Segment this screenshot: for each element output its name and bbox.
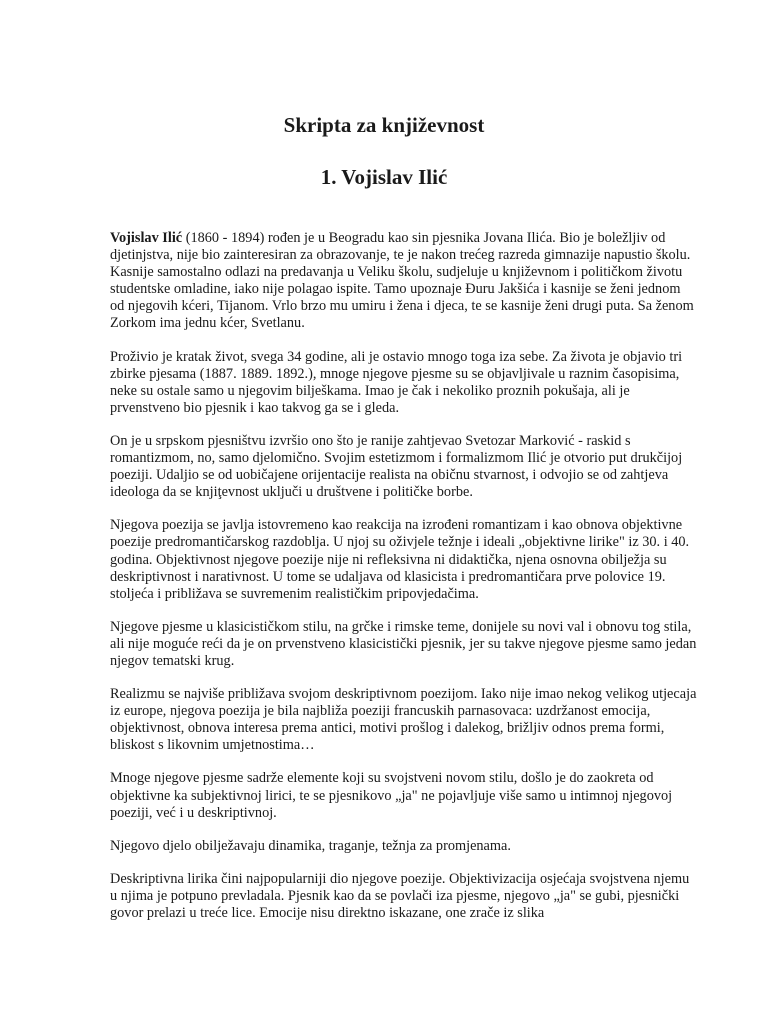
paragraph-realism: Realizmu se najviše približava svojom deskriptivnom poezijom. Iako nije imao nekog velikog utjecaja iz europe, njegova poezija je bila najbliža poeziji francuskih parnasovaca: uzdržanost emocija, objektivnost, obnova interesa prema antici, motivi prošlog i dalekog, brižljiv odnos prema formi, bliskost s likovnim umjetnostima… — [110, 686, 697, 754]
document-title: Skripta za književnost — [283, 113, 485, 137]
paragraph-life: Proživio je kratak život, svega 34 godine, ali je ostavio mnogo toga iza sebe. Za života je objavio tri zbirke pjesama (1887. 1889. 1892.), mnoge njegove pjesme su se objavljivale u raznim časopisima, neke su ostale samo u njegovim bilješkama. Imao je čak i nekoliko proznih pokušaja, ali je prvenstveno bio pjesnik i kao takvog ga se i gleda. — [110, 348, 683, 416]
paragraph-romanticism: On je u srpskom pjesništvu izvršio ono što je ranije zahtjevao Svetozar Marković - raskid s romantizmom, no, samo djelomično. Svojim estetizmom i formalizmom Ilić je otvorio put drukčijoj poeziji. Udaljio se od uobičajene orijentacije realista na običnu stvarnost, i odvojio se od zahtjeva ideologa da se knjiţevnost uključi u društvene i političke borbe. — [110, 432, 683, 501]
paragraph-biography — [110, 230, 698, 333]
poet-name: Vojislav Ilić — [110, 230, 183, 246]
paragraph-descriptive: Deskriptivna lirika čini najpopularniji dio njegove poezije. Objektivizacija osjećaja svojstvena njemu u njima je potpuno prevladala. Pjesnik kao da se povlači iza pjesme, njegovo „ja" se gubi, pjesnički govor prelazi u treće lice. Emocije nisu direktno iskazane, one zrače iz slika — [110, 870, 690, 921]
paragraph-dynamics: Njegovo djelo obilježavaju dinamika, traganje, težnja za promjenama. — [110, 837, 511, 854]
paragraph-new-style: Mnoge njegove pjesme sadrže elemente koji su svojstveni novom stilu, došlo je do zaokreta od objektivne ka subjektivnoj lirici, te se pjesnikovo „ja" ne pojavljuje više samo u intimnoj njegovoj poeziji, već i u deskriptivnoj. — [110, 770, 673, 821]
document-body — [110, 230, 698, 922]
section-heading: 1. Vojislav Ilić — [320, 165, 448, 189]
paragraph-classicism: Njegove pjesme u klasicističkom stilu, na grčke i rimske teme, donijele su novi val i obnovu tog stila, ali nije moguće reći da je on prvenstveno klasicistički pjesnik, jer su takve njegove pjesme samo jedan njegov tematski krug. — [110, 618, 697, 669]
paragraph-poetry: Njegova poezija se javlja istovremeno kao reakcija na izrođeni romantizam i kao obnova objektivne poezije predromantičarskog razdoblja. U njoj su oživjele težnje i ideali „objektivne lirike" iz 30. i 40. godina. Objektivnost njegove poezije nije ni refleksivna ni didaktička, njena osnovna obilježja su deskriptivnost i narativnost. U tome se udaljava od klasicista i predromantičara prve polovice 19. stoljeća i približava se suvremenim realističkim pripovjedačima. — [110, 517, 690, 602]
paragraph-text: (1860 - 1894) rođen je u Beogradu kao sin pjesnika Jovana Ilića. Bio je boležljiv od djetinjstva, nije bio zainteresiran za obrazovanje, te je nakon trećeg razreda gimnazije napustio školu. Kasnije samostalno odlazi na predavanja u Veliku školu, sudjeluje u književnom i političkom životu studentske omladine, iako nije polagao ispite. Tamo upoznaje Đuru Jakšića i kasnije se ženi jednom od njegovih kćeri, Tijanom. Vrlo brzo mu umiru i žena i djeca, te se kasnije ženi drugi puta. Sa ženom Zorkom ima jednu kćer, Svetlanu. — [110, 230, 694, 332]
